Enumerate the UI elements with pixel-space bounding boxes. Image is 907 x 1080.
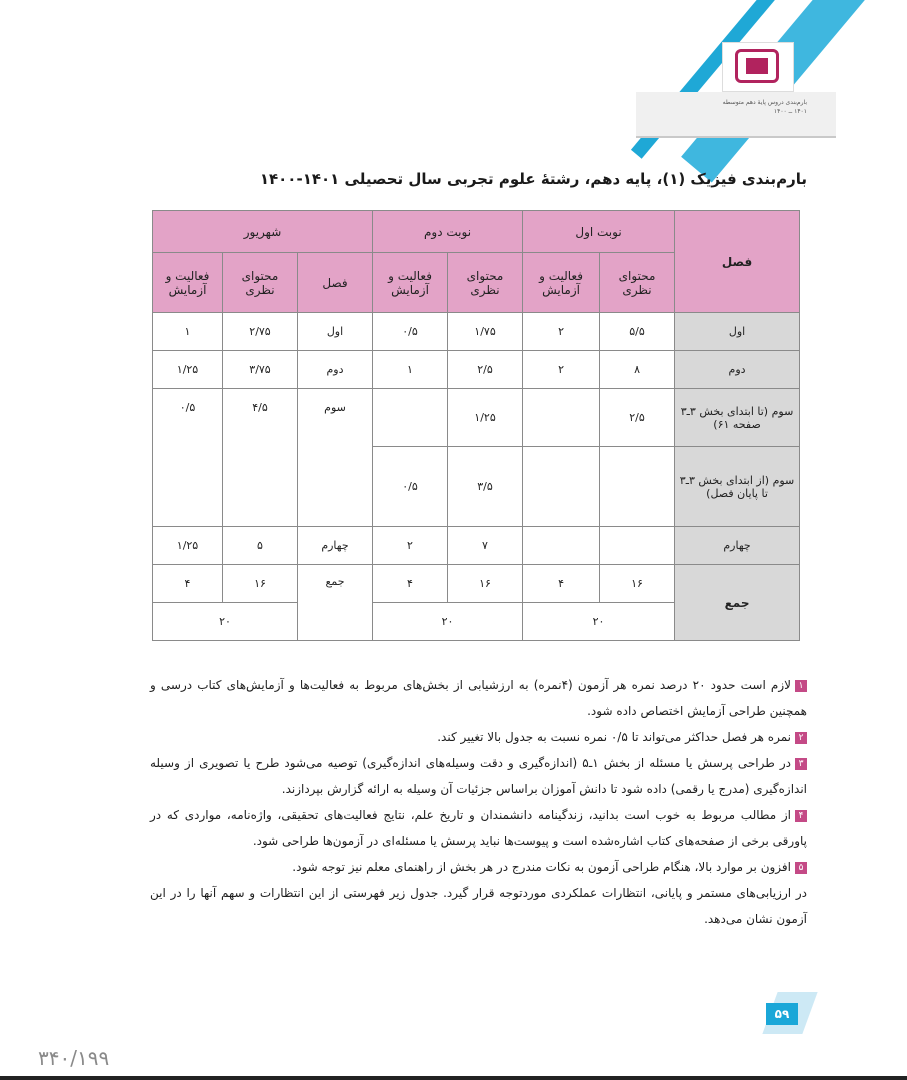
note-1 bbox=[150, 672, 807, 724]
total-term2: ۲۰ bbox=[373, 603, 523, 641]
page-title: بارم‌بندی فیزیک (۱)، پایه دهم، رشتهٔ علوم تجربی سال تحصیلی ۱۴۰۱-۱۴۰۰ bbox=[259, 170, 807, 188]
cell: ۵ bbox=[223, 527, 298, 565]
cell: ۴ bbox=[153, 565, 223, 603]
cell bbox=[523, 447, 600, 527]
bottom-bar bbox=[0, 1076, 907, 1080]
total-shahrivar: ۲۰ bbox=[153, 603, 298, 641]
note-number: ۳ bbox=[795, 758, 807, 770]
cell: ۴/۵ bbox=[223, 389, 298, 527]
page-number: ۵۹ bbox=[766, 1003, 798, 1025]
cell: ۰/۵ bbox=[373, 447, 448, 527]
cell: ۴ bbox=[373, 565, 448, 603]
cell: ۷ bbox=[448, 527, 523, 565]
cell: ۲/۷۵ bbox=[223, 313, 298, 351]
header-chapter: فصل bbox=[675, 211, 800, 313]
row-label: دوم bbox=[675, 351, 800, 389]
cell: چهارم bbox=[298, 527, 373, 565]
cell: ۳/۷۵ bbox=[223, 351, 298, 389]
note-text: لازم است حدود ۲۰ درصد نمره هر آزمون (۴نمره) به ارزشیابی از بخش‌های مربوط به فعالیت‌ها و آزمایش‌های کتاب درسی و همچنین طراحی آزمایش اختصاص داده شود. bbox=[150, 678, 807, 718]
header-theory: محتوای نظری bbox=[600, 253, 675, 313]
cell: ۱۶ bbox=[223, 565, 298, 603]
cell: ۰/۵ bbox=[373, 313, 448, 351]
header-theory: محتوای نظری bbox=[448, 253, 523, 313]
header-term1: نوبت اول bbox=[523, 211, 675, 253]
cell: ۲/۵ bbox=[600, 389, 675, 447]
cell: ۵/۵ bbox=[600, 313, 675, 351]
cell: ۱ bbox=[153, 313, 223, 351]
note-text: از مطالب مربوط به خوب است بدانید، زندگینامه دانشمندان و تاریخ علم، نتایج فعالیت‌های تحقیقی، واژه‌نامه، مواردی که در پاورقی برخی از صفحه‌های کتاب اشاره‌شده است و پیوست‌ها نباید پرسش یا مسئله‌ای در آزمون‌ها طراحی شود. bbox=[150, 808, 807, 848]
note-text: افزون بر موارد بالا، هنگام طراحی آزمون به نکات مندرج در هر بخش از راهنمای معلم نیز توجه شود. bbox=[292, 860, 791, 874]
cell: دوم bbox=[298, 351, 373, 389]
cell: ۳/۵ bbox=[448, 447, 523, 527]
row-label: اول bbox=[675, 313, 800, 351]
header-text bbox=[627, 98, 807, 116]
sum-label: جمع bbox=[675, 565, 800, 641]
note-4 bbox=[150, 802, 807, 854]
header-activity: فعالیت و آزمایش bbox=[523, 253, 600, 313]
note-number: ۱ bbox=[795, 680, 807, 692]
cell: ۴ bbox=[523, 565, 600, 603]
cell: ۱۶ bbox=[448, 565, 523, 603]
cell bbox=[523, 527, 600, 565]
header-activity: فعالیت و آزمایش bbox=[153, 253, 223, 313]
header-line2: ۱۴۰۱ ــ ۱۴۰۰ bbox=[773, 108, 807, 115]
row-label: سوم (از ابتدای بخش ۳ـ۳ تا پایان فصل) bbox=[675, 447, 800, 527]
cell: جمع bbox=[298, 565, 373, 641]
header-line1: بارم‌بندی دروس پایهٔ دهم متوسطه bbox=[722, 99, 807, 106]
cell: سوم bbox=[298, 389, 373, 527]
cell: ۲ bbox=[523, 313, 600, 351]
cell: ۲ bbox=[523, 351, 600, 389]
cell: ۰/۵ bbox=[153, 389, 223, 527]
notes bbox=[150, 672, 807, 932]
total-term1: ۲۰ bbox=[523, 603, 675, 641]
note-number: ۴ bbox=[795, 810, 807, 822]
cell: ۱ bbox=[373, 351, 448, 389]
cell: ۱/۲۵ bbox=[153, 351, 223, 389]
book-logo bbox=[722, 42, 794, 92]
cell: ۲/۵ bbox=[448, 351, 523, 389]
cell bbox=[523, 389, 600, 447]
row-label: سوم (تا ابتدای بخش ۳ـ۳ صفحه ۶۱) bbox=[675, 389, 800, 447]
cell bbox=[373, 389, 448, 447]
note-text: نمره هر فصل حداکثر می‌تواند تا ۰/۵ نمره نسبت به جدول بالا تغییر کند. bbox=[437, 730, 791, 744]
book-icon bbox=[735, 49, 779, 83]
note-text: در طراحی پرسش یا مسئله از بخش ۱ـ۵ (اندازه‌گیری و دقت وسیله‌های اندازه‌گیری) توصیه می‌شود طرح یا تصویری از وسیله اندازه‌گیری (مدرج یا رقمی) داده شود تا دانش آموزان براساس جزئیات آن وسیله به ارائه گزارش بپردازند. bbox=[150, 756, 807, 796]
cell: اول bbox=[298, 313, 373, 351]
score-table bbox=[152, 210, 800, 641]
header-chapter: فصل bbox=[298, 253, 373, 313]
cell bbox=[600, 527, 675, 565]
cell bbox=[600, 447, 675, 527]
cell: ۱/۲۵ bbox=[153, 527, 223, 565]
row-label: چهارم bbox=[675, 527, 800, 565]
header-activity: فعالیت و آزمایش bbox=[373, 253, 448, 313]
cell: ۱/۲۵ bbox=[448, 389, 523, 447]
cell: ۱/۷۵ bbox=[448, 313, 523, 351]
header-shahrivar: شهریور bbox=[153, 211, 373, 253]
cell: ۱۶ bbox=[600, 565, 675, 603]
cell: ۸ bbox=[600, 351, 675, 389]
closing-paragraph: در ارزیابی‌های مستمر و پایانی، انتظارات عملکردی موردتوجه قرار گیرد. جدول زیر فهرستی از این انتظارات و سهم آنها را در این آزمون نشان می‌دهد. bbox=[150, 886, 807, 926]
note-2 bbox=[150, 724, 807, 750]
note-number: ۲ bbox=[795, 732, 807, 744]
header-theory: محتوای نظری bbox=[223, 253, 298, 313]
header-term2: نوبت دوم bbox=[373, 211, 523, 253]
handwritten-note: ۳۴۰/۱۹۹ bbox=[38, 1046, 110, 1070]
note-3 bbox=[150, 750, 807, 802]
cell: ۲ bbox=[373, 527, 448, 565]
note-number: ۵ bbox=[795, 862, 807, 874]
note-5 bbox=[150, 854, 807, 880]
